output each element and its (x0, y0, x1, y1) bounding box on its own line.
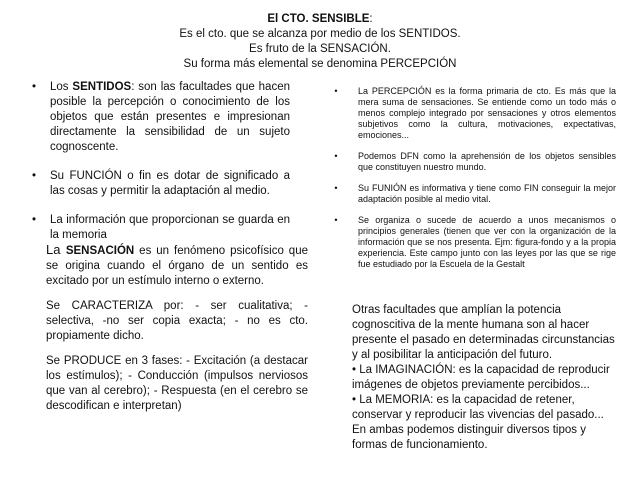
memoria-item: • La MEMORIA: es la capacidad de retener, conservar y reproducir las vivencias del pasado... (352, 394, 604, 421)
bullet-icon: • (31, 170, 37, 182)
page-header (150, 12, 490, 72)
list-item: • Su FUNIÓN es informativa y tiene como FIN conseguir la mejor adaptación posible al medio vital. (330, 183, 616, 205)
header-line-3: Su forma más elemental se denomina PERCEPCIÓN (183, 58, 457, 70)
list-item: • Los SENTIDOS: son las facultades que hacen posible la percepción o conocimiento de los objetos que están presentes e impresionan directamente la sensibilidad de un sujeto cognoscente. (28, 80, 290, 155)
other-faculties-closing: En ambas podemos distinguir diversos tipos y formas de funcionamiento. (352, 424, 586, 451)
other-faculties-intro: Otras facultades que amplían la potencia cognoscitiva de la mente humana son al hacer presente el pasado en determinadas circunstancias y al posibilitar la anticipación del futuro. (352, 304, 615, 361)
percepcion-list (330, 86, 616, 280)
sensacion-caracteriza: Se CARACTERIZA por: - ser cualitativa; - selectiva, -no ser copia exacta; - no es cto. propiamente dicho. (46, 300, 308, 342)
page-title: El CTO. SENSIBLE: (267, 13, 373, 25)
sentidos-list (28, 80, 290, 257)
list-item: • Podemos DFN como la aprehensión de los objetos sensibles que constituyen nuestro mundo. (330, 151, 616, 173)
bullet-icon: • (334, 183, 338, 193)
list-item: • La PERCEPCIÓN es la forma primaria de cto. Es más que la mera suma de sensaciones. Se entiende como un todo más o menos complejo integrado por sensaciones y otros elementos subjetivos como la cultura, motivaciones, expectativas, emociones... (330, 86, 616, 141)
bullet-icon: • (31, 81, 37, 93)
other-faculties-section (352, 303, 620, 453)
list-item: • La información que proporcionan se guarda en la memoria (28, 213, 290, 243)
bullet-icon: • (334, 151, 338, 161)
imaginacion-item: • La IMAGINACIÓN: es la capacidad de reproducir imágenes de objetos previamente percibidos... (352, 364, 610, 391)
bullet-icon: • (334, 215, 338, 225)
header-line-2: Es fruto de la SENSACIÓN. (249, 43, 391, 55)
bullet-icon: • (334, 86, 338, 96)
sensacion-definition: La SENSACIÓN es un fenómeno psicofísico que se origina cuando el órgano de un sentido es excitado por un estímulo interno o externo. (46, 242, 308, 287)
bullet-icon: • (31, 214, 37, 226)
list-item: • Su FUNCIÓN o fin es dotar de significado a las cosas y permitir la adaptación al medio. (28, 169, 290, 199)
sensacion-produce: Se PRODUCE en 3 fases: - Excitación (a destacar los estímulos); - Conducción (impulsos nerviosos que van al cerebro); - Respuesta (en el cerebro se descodifican e interpretan) (46, 355, 308, 412)
list-item: • Se organiza o sucede de acuerdo a unos mecanismos o principios generales (tienen que ver con la organización de la información que se nos presenta. Ejm: figura-fondo y a la propia experiencia. Este campo junto con las leyes por las que se rige fue estudiado por la Escuela de la Gestalt (330, 215, 616, 270)
sensacion-section (46, 242, 308, 424)
header-line-1: Es el cto. que se alcanza por medio de los SENTIDOS. (179, 28, 461, 40)
